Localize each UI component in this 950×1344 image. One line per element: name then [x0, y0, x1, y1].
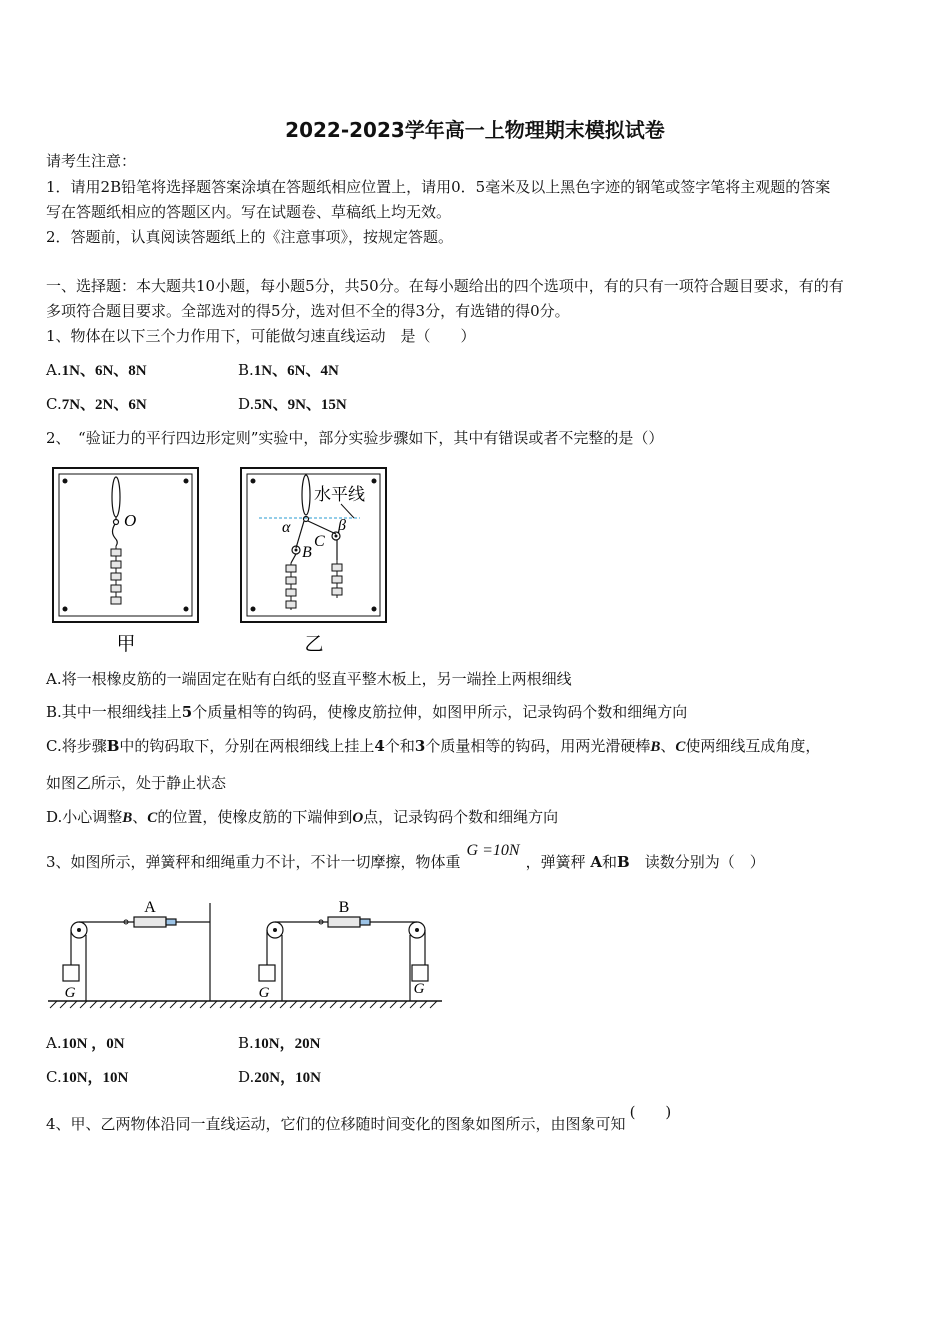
- q3-option-a: A.10N ，0N: [46, 1034, 125, 1052]
- q3-option-c: C.10N，10N: [46, 1068, 129, 1086]
- q2-stem: 2、 “验证力的平行四边形定则”实验中，部分实验步骤如下，其中有错误或者不完整的是（）: [46, 429, 664, 447]
- setup-b: [259, 917, 428, 1001]
- q4-stem: 4、甲、乙两物体沿同一直线运动，它们的位移随时间变化的图象如图所示，由图象可知( ): [46, 1103, 672, 1133]
- q2-option-b: B.其中一根细线挂上5个质量相等的钩码，使橡皮筋拉伸，如图甲所示，记录钩码个数和细绳方向: [46, 703, 688, 721]
- label-beta: β: [338, 517, 346, 534]
- q2-option-c-line2: 如图乙所示，处于静止状态: [46, 774, 227, 792]
- board-jia: [53, 468, 198, 622]
- label-g-left: G: [64, 985, 76, 1001]
- page-title: 2022-2023学年高一上物理期末模拟试卷: [285, 118, 665, 142]
- q2-option-d: D.小心调整B、C的位置，使橡皮筋的下端伸到O点，记录钩码个数和细绳方向: [46, 808, 559, 826]
- q1-option-d: D.5N、9N、15N: [238, 395, 347, 413]
- label-alpha: α: [282, 519, 291, 536]
- notice-line-1b: 写在答题纸相应的答题区内。写在试题卷、草稿纸上均无效。: [46, 203, 452, 221]
- q1-option-c: C.7N、2N、6N: [46, 395, 147, 413]
- figure-yi-label: 乙: [304, 634, 324, 655]
- q2-option-c: C.将步骤B中的钩码取下，分别在两根细线上挂上4个和3个质量相等的钩码，用两光滑硬棒B、C使两细线互成角度，: [46, 737, 821, 755]
- q1-option-a: A.1N、6N、8N: [46, 361, 147, 379]
- label-g-middle: G: [258, 985, 270, 1001]
- notice-line-1a: 1．请用2B铅笔将选择题答案涂填在答题纸相应位置上，请用0．5毫米及以上黑色字迹的钢笔或签字笔将主观题的答案: [46, 178, 831, 196]
- label-scale-b: B: [338, 899, 350, 916]
- q3-option-d: D.20N，10N: [238, 1068, 321, 1086]
- weights-yi: [286, 560, 342, 610]
- label-horizontal: 水平线: [314, 485, 365, 504]
- label-scale-a: A: [144, 899, 156, 916]
- section-instructions-2: 多项符合题目要求。全部选对的得5分，选对但不全的得3分，有选错的得0分。: [46, 302, 570, 320]
- q2-option-a: A.将一根橡皮筋的一端固定在贴有白纸的竖直平整木板上，另一端拴上两根细线: [46, 670, 572, 688]
- section-instructions-1: 一、选择题：本大题共10小题，每小题5分，共50分。在每小题给出的四个选项中，有的只有一项符合题目要求，有的有: [46, 277, 844, 295]
- q4-answer-paren: ( ): [629, 1103, 672, 1121]
- q3-stem: 3、如图所示，弹簧秤和细绳重力不计，不计一切摩擦，物体重G =10N，弹簧秤 A和B 读数分别为（ ）: [46, 842, 765, 871]
- q2-figure: [46, 462, 396, 658]
- q3-figure: [46, 895, 446, 1017]
- ground-hatching: [50, 1001, 437, 1008]
- q1-stem: 1、物体在以下三个力作用下，可能做匀速直线运动 是（ ）: [46, 327, 476, 345]
- label-b: B: [302, 544, 312, 561]
- notice-heading: 请考生注意：: [46, 152, 137, 170]
- figure-jia-label: 甲: [116, 634, 136, 655]
- label-o: O: [124, 511, 137, 530]
- label-g-right: G: [413, 981, 425, 997]
- notice-line-2: 2．答题前，认真阅读答题纸上的《注意事项》，按规定答题。: [46, 228, 454, 246]
- label-c: C: [314, 533, 325, 550]
- weights-jia: [111, 546, 121, 604]
- weight-formula: G =10N: [466, 842, 520, 859]
- q1-option-b: B.1N、6N、4N: [238, 361, 339, 379]
- q3-option-b: B.10N，20N: [238, 1034, 321, 1052]
- setup-a: [63, 903, 210, 1001]
